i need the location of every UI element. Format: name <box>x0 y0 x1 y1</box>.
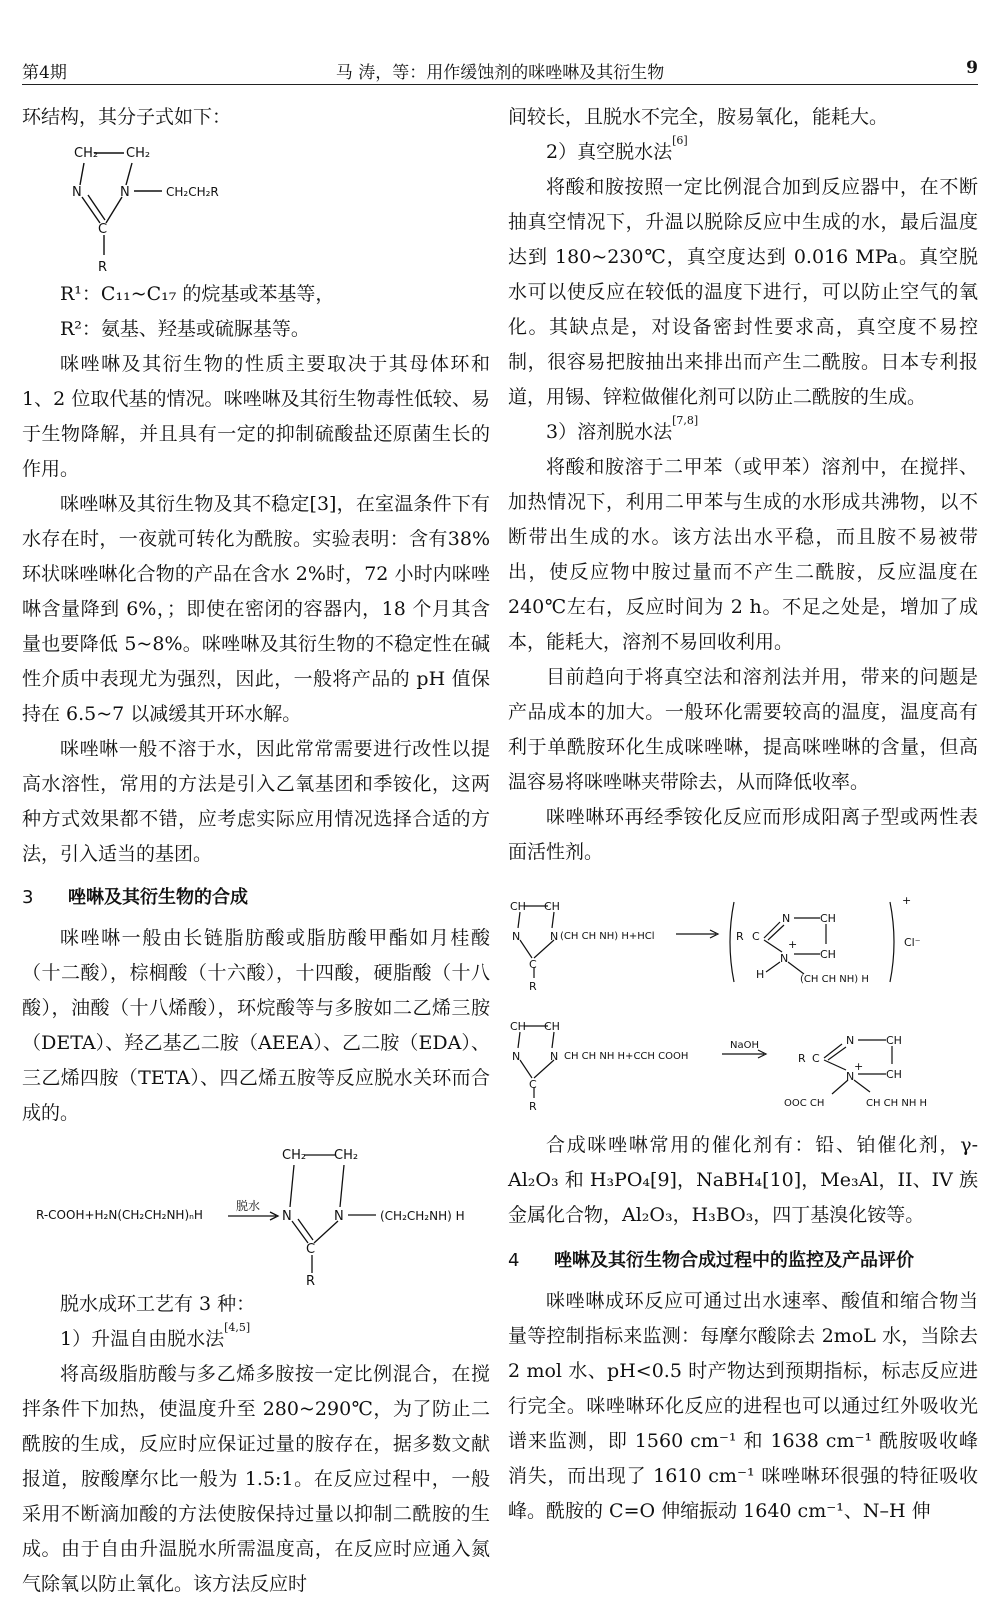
paragraph: 咪唑啉环再经季铵化反应而形成阳离子型或两性表面活性剂。 <box>508 806 978 863</box>
charge-label: + <box>788 938 798 951</box>
substituent-label: (CH CH NH) H <box>800 974 869 985</box>
ch-label: CH <box>544 900 560 913</box>
paragraph: 将酸和胺按照一定比例混合加到反应器中，在不断抽真空情况下，升温以脱除反应中生成的水，最后温度达到 180~230℃，真空度达到 0.016 MPa。真空脱水可以使反应在较低的温度下进行，可以防止空气的氧化。其缺点是，对设备密封性要求高，真空度不易控制，很容易把胺抽出来排出而产生二酰胺。日本专利报道，用锡、锌粒做催化剂可以防止二酰胺的生成。 <box>508 176 978 408</box>
substituent-label: CH₂CH₂R <box>166 185 219 199</box>
reactants-label: R-COOH+H₂N(CH₂CH₂NH)ₙH <box>36 1208 203 1222</box>
method-2-heading <box>508 135 978 170</box>
r-group-label: R <box>798 1052 806 1065</box>
ch2-label: CH₂ <box>74 146 99 161</box>
paragraph: 咪唑啉一般不溶于水，因此常常需要进行改性以提高水溶性，常用的方法是引入乙氧基团和季铵化，这两种方式效果都不错，应考虑实际应用情况选择合适的方法，引入适当的基团。 <box>22 738 490 865</box>
nitrogen-label: N <box>780 952 789 965</box>
nitrogen-label: N <box>550 1050 559 1063</box>
method-title: 1）升温自由脱水法 <box>60 1328 225 1350</box>
ch-label: CH <box>886 1068 902 1081</box>
ch2-label: CH₂ <box>126 146 151 161</box>
paragraph: 目前趋向于将真空法和溶剂法并用，带来的问题是产品成本的加大。一般环化需要较高的温度，温度高有利于单酰胺环化生成咪唑啉，提高咪唑啉的含量，但高温容易将咪唑啉夹带除去，从而降低收率。 <box>508 666 978 793</box>
citation: [4,5] <box>224 1321 251 1334</box>
r-group-label: R <box>736 930 744 943</box>
running-title: 马 涛，等：用作缓蚀剂的咪唑啉及其衍生物 <box>335 63 665 83</box>
paragraph: 咪唑啉成环反应可通过出水速率、酸值和缩合物当量等控制指标来监测：每摩尔酸除去 2moL 水，当除去 2 mol 水、pH<0.5 时产物达到预期指标，标志反应进行完全。咪唑啉环化反应的进程也可以通过红外吸收光谱来监测，即 1560 cm⁻¹ 和 1638 cm⁻¹ 酰胺吸收峰消失，而出现了 1610 cm⁻¹ 咪唑啉环很强的特征吸收峰。酰胺的 C=O 伸缩振动 1640 cm⁻¹、N–H 伸 <box>508 1290 978 1522</box>
right-column <box>508 100 978 1529</box>
paragraph: 咪唑啉及其衍生物及其不稳定[3]，在室温条件下有水存在时，一夜就可转化为酰胺。实验表明：含有38%环状咪唑啉化合物的产品在含水 2%时，72 小时内咪唑啉含量降到 6%，；即使在密闭的容器内，18 个月其含量也要降低 5~8%。咪唑啉及其衍生物的不稳定性在碱性介质中表现尤为强烈，因此，一般将产品的 pH 值保持在 6.5~7 以减缓其开环水解。 <box>22 493 490 725</box>
paragraph: 将酸和胺溶于二甲苯（或甲苯）溶剂中，在搅拌、加热情况下，利用二甲苯与生成的水形成共沸物，以不断带出生成的水。该方法出水平稳，而且胺不易被带出，使反应物中胺过量而不产生二酰胺，反应温度在 240℃左右，反应时间为 2 h。不足之处是，增加了成本，能耗大，溶剂不易回收利用。 <box>508 456 978 653</box>
carbon-label: C <box>752 930 760 943</box>
ch-label: CH <box>544 1020 560 1033</box>
paragraph: 合成咪唑啉常用的催化剂有：铅、铂催化剂，γ-Al₂O₃ 和 H₃PO₄[9]，NaBH₄[10]，Me₃Al，II、IV 族金属化合物，Al₂O₃，H₃BO₃，四丁基溴化铵等。 <box>508 1134 978 1226</box>
method-title: 3）溶剂脱水法 <box>546 421 673 443</box>
r-group-label: R <box>306 1274 316 1287</box>
substituent-label: (CH₂CH₂NH) H <box>380 1209 465 1223</box>
method-3-heading <box>508 415 978 450</box>
ch-label: CH <box>510 900 526 913</box>
section-number: 3 <box>22 887 34 908</box>
substituent-label: (CH CH NH) H+HCl <box>560 931 655 942</box>
r-group-label: R <box>98 260 108 275</box>
paragraph: 将高级脂肪酸与多乙烯多胺按一定比例混合，在搅拌条件下加热，使温度升至 280~290℃，为了防止二酰胺的生成，反应时应保证过量的胺存在，据多数文献报道，胺酸摩尔比一般为 1.5:1。在反应过程中，一般采用不断滴加酸的方法使胺保持过量以抑制二酰胺的生成。由于自由升温脱水所需温度高，在反应时应通入氮气除氧以防止氧化。该方法反应时 <box>22 1363 490 1595</box>
ch-label: CH <box>820 912 836 925</box>
charge-label: + <box>902 894 912 907</box>
ch-label: CH <box>886 1034 902 1047</box>
nitrogen-label: N <box>512 1050 521 1063</box>
carboxylate-label: OOC CH <box>784 1098 825 1109</box>
method-1-heading <box>22 1322 490 1357</box>
page-header <box>22 58 978 84</box>
reaction-equation-1 <box>22 1137 490 1287</box>
nitrogen-label: N <box>782 912 791 925</box>
dehydration-reaction <box>22 1137 490 1287</box>
paragraph: 间较长，且脱水不完全，胺易氧化，能耗大。 <box>508 106 889 128</box>
carbon-label: C <box>529 1078 537 1091</box>
nitrogen-label: N <box>846 1034 855 1047</box>
section-title: 唑啉及其衍生物的合成 <box>68 887 248 908</box>
left-column <box>22 100 490 1602</box>
substituent-label: CH CH NH H <box>866 1098 928 1109</box>
hydrogen-label: H <box>756 968 765 981</box>
issue-number: 第4期 <box>22 63 67 83</box>
quaternization-scheme <box>508 882 978 1122</box>
section-title: 唑啉及其衍生物合成过程中的监控及产品评价 <box>554 1250 914 1271</box>
carbon-label: C <box>812 1052 820 1065</box>
nitrogen-label: N <box>120 185 130 200</box>
method-title: 2）真空脱水法 <box>546 141 673 163</box>
section-3-heading <box>22 880 490 915</box>
quaternization-reactions <box>508 882 978 1122</box>
nitrogen-label: N <box>846 1070 855 1083</box>
paragraph: 咪唑啉及其衍生物的性质主要取决于其母体环和 1、2 位取代基的情况。咪唑啉及其衍生物毒性低较、易于生物降解，并且具有一定的抑制硫酸盐还原菌生长的作用。 <box>22 353 490 480</box>
page-number: 9 <box>966 58 978 78</box>
reagent-label: NaOH <box>730 1040 759 1051</box>
nitrogen-label: N <box>512 930 521 943</box>
carbon-label: C <box>306 1242 316 1257</box>
paragraph: 脱水成环工艺有 3 种： <box>60 1293 256 1315</box>
ch2-label: CH₂ <box>282 1148 307 1163</box>
carbon-label: C <box>529 958 537 971</box>
r-group-label: R <box>529 980 537 993</box>
nitrogen-label: N <box>282 1209 292 1224</box>
header-rule <box>22 84 978 85</box>
section-4-heading <box>508 1243 978 1278</box>
ch-label: CH <box>820 948 836 961</box>
r2-definition: R²：氨基、羟基或硫脲基等。 <box>60 318 310 340</box>
r-group-label: R <box>529 1100 537 1113</box>
imidazoline-structure <box>22 135 322 277</box>
nitrogen-label: N <box>72 185 82 200</box>
citation: [6] <box>672 134 688 147</box>
paragraph: 咪唑啉一般由长链脂肪酸或脂肪酸甲酯如月桂酸（十二酸），棕榈酸（十六酸），十四酸，硬脂酸（十八酸），油酸（十八烯酸），环烷酸等与多胺如二乙烯三胺（DETA）、羟乙基乙二胺（AEEA）、乙二胺（EDA）、三乙烯四胺（TETA）、四乙烯五胺等反应脱水关环而合成的。 <box>22 927 490 1124</box>
carbon-label: C <box>98 222 108 237</box>
chloride-label: Cl⁻ <box>904 936 921 949</box>
structure-figure-1 <box>22 135 490 277</box>
paragraph: 环结构，其分子式如下： <box>22 106 232 128</box>
ch-label: CH <box>510 1020 526 1033</box>
r1-definition: R¹：C₁₁~C₁₇ 的烷基或苯基等， <box>60 283 335 305</box>
ch2-label: CH₂ <box>334 1148 359 1163</box>
nitrogen-label: N <box>334 1209 344 1224</box>
arrow-label: 脱水 <box>236 1199 261 1213</box>
section-number: 4 <box>508 1250 520 1271</box>
charge-label: + <box>854 1060 864 1073</box>
substituent-label: CH CH NH H+CCH COOH <box>564 1051 689 1062</box>
citation: [7,8] <box>672 414 699 427</box>
nitrogen-label: N <box>550 930 559 943</box>
